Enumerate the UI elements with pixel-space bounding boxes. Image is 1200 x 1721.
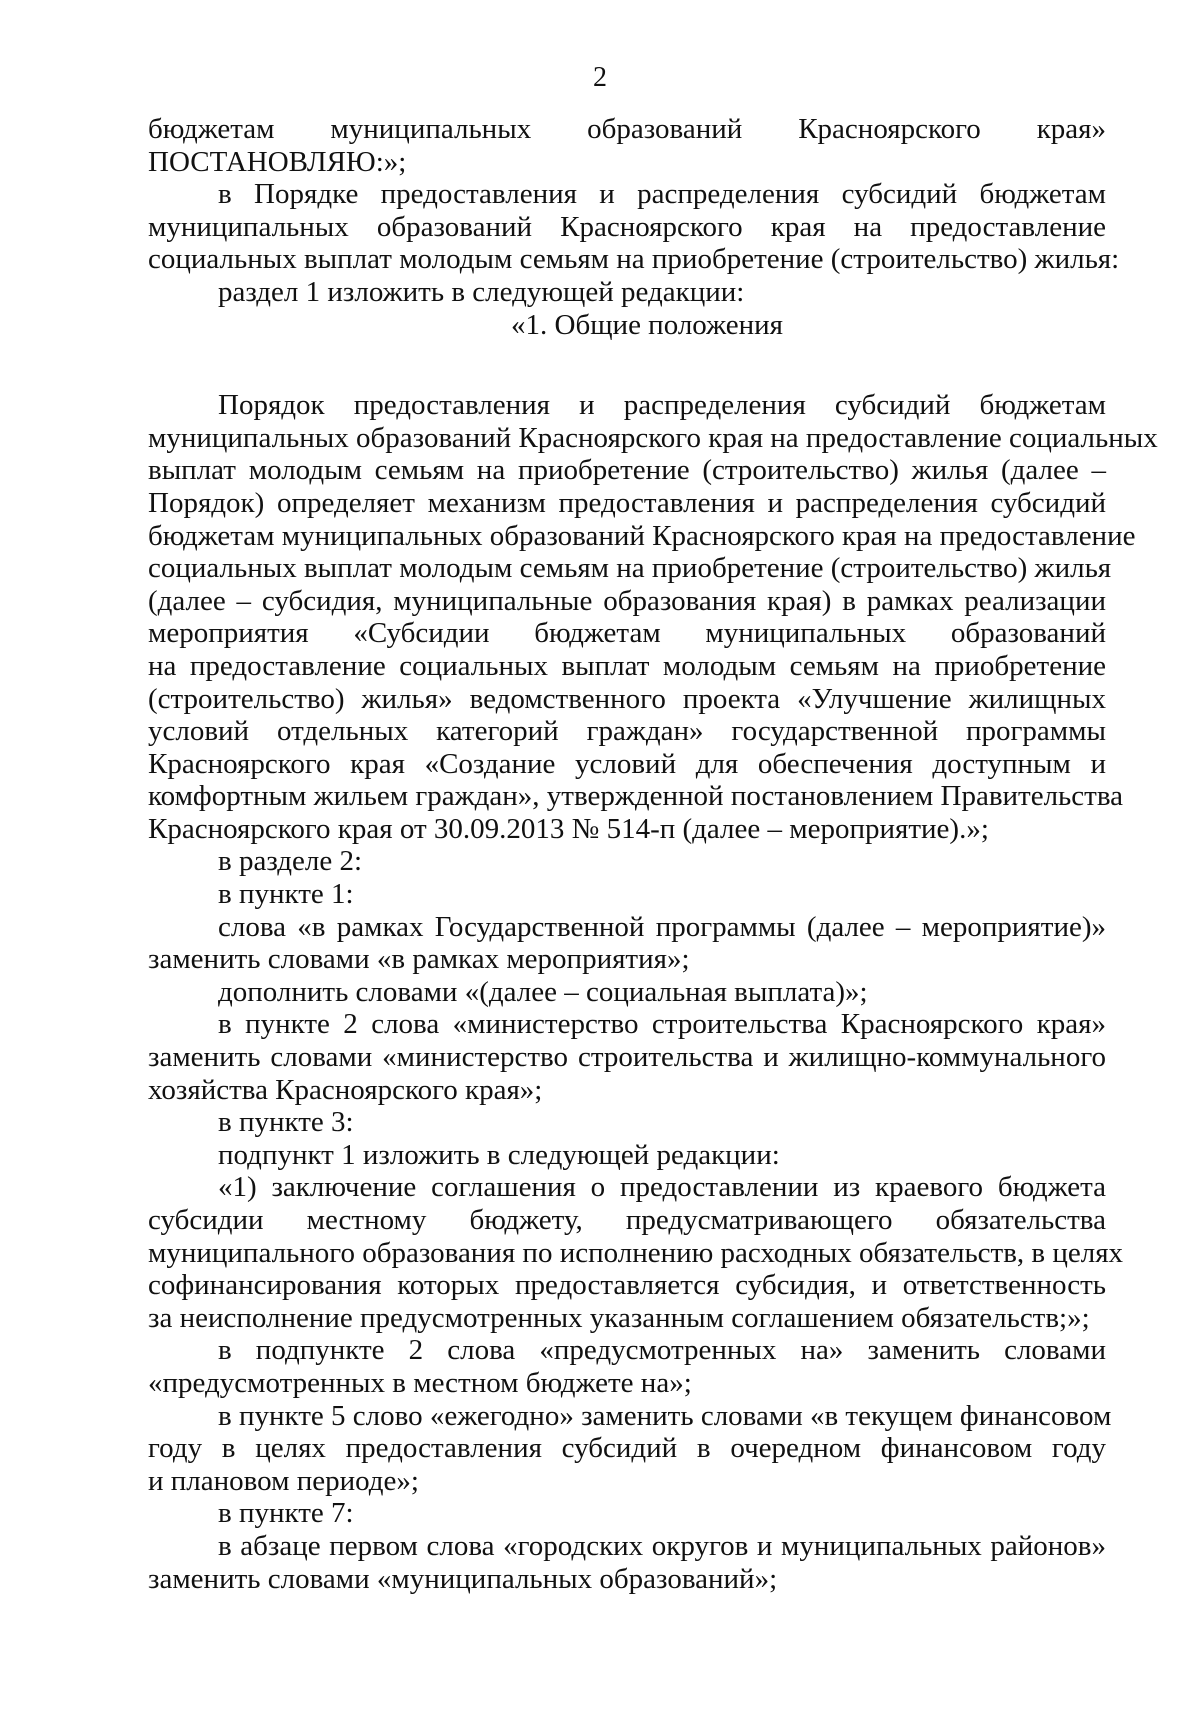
text-line: «предусмотренных в местном бюджете на»; (148, 1366, 692, 1399)
text-line: «1) заключение соглашения о предоставлении из краевого бюджета (218, 1171, 1106, 1204)
text-line: в разделе 2: (218, 845, 363, 878)
text-line: в пункте 7: (218, 1497, 354, 1530)
text-line: бюджетам муниципальных образований Красноярского края на предоставление (148, 519, 1136, 552)
text-line: муниципальных образований Красноярского края на предоставление (148, 210, 1106, 243)
text-line: социальных выплат молодым семьям на приобретение (строительство) жилья: (148, 243, 1120, 276)
text-line: заменить словами «муниципальных образований»; (148, 1562, 778, 1595)
text-line: в пункте 2 слова «министерство строительства Красноярского края» (218, 1008, 1106, 1041)
text-line: социальных выплат молодым семьям на приобретение (строительство) жилья (148, 552, 1112, 585)
text-line: в пункте 5 слово «ежегодно» заменить словами «в текущем финансовом (218, 1399, 1112, 1432)
paragraph-gap (148, 341, 1106, 389)
text-line: (строительство) жилья» ведомственного проекта «Улучшение жилищных (148, 682, 1106, 715)
text-line: (далее – субсидия, муниципальные образования края) в рамках реализации (148, 584, 1106, 617)
text-line: за неисполнение предусмотренных указанным соглашением обязательств;»; (148, 1301, 1090, 1334)
page-number: 2 (593, 62, 607, 93)
text-line: субсидии местному бюджету, предусматривающего обязательства (148, 1204, 1106, 1236)
text-line: заменить словами «в рамках мероприятия»; (148, 943, 690, 976)
text-line: муниципальных образований Красноярского края на предоставление социальных (148, 421, 1158, 454)
text-line: в абзаце первом слова «городских округов и муниципальных районов» (218, 1529, 1106, 1562)
text-line: муниципального образования по исполнению расходных обязательств, в целях (148, 1236, 1124, 1269)
text-line: выплат молодым семьям на приобретение (строительство) жилья (далее – (148, 454, 1106, 487)
text-line: Порядок) определяет механизм предоставления и распределения субсидий (148, 486, 1106, 519)
text-line: комфортным жильем граждан», утвержденной постановлением Правительства (148, 780, 1124, 813)
text-line: подпункт 1 изложить в следующей редакции: (218, 1138, 780, 1171)
text-line: софинансирования которых предоставляется субсидия, и ответственность (148, 1269, 1106, 1302)
text-line: Красноярского края «Создание условий для обеспечения доступным и (148, 747, 1106, 780)
text-line: хозяйства Красноярского края»; (148, 1073, 543, 1106)
text-line: Порядок предоставления и распределения субсидий бюджетам (218, 389, 1106, 422)
text-line: дополнить словами «(далее – социальная выплата)»; (218, 975, 868, 1008)
text-line: году в целях предоставления субсидий в очередном финансовом году (148, 1432, 1106, 1465)
text-line: в Порядке предоставления и распределения субсидий бюджетам (218, 178, 1106, 211)
text-line: мероприятия «Субсидии бюджетам муниципальных образований (148, 617, 1106, 650)
text-line: раздел 1 изложить в следующей редакции: (218, 275, 745, 308)
text-line: заменить словами «министерство строительства и жилищно-коммунального (148, 1041, 1106, 1074)
text-line: условий отдельных категорий граждан» государственной программы (148, 715, 1106, 748)
section-heading: «1. Общие положения (511, 308, 783, 341)
text-line: Красноярского края от 30.09.2013 № 514-п (далее – мероприятие).»; (148, 812, 989, 845)
text-line: бюджетам муниципальных образований Красноярского края» (148, 113, 1106, 145)
text-line: на предоставление социальных выплат молодым семьям на приобретение (148, 649, 1106, 682)
text-line: ПОСТАНОВЛЯЮ:»; (148, 145, 407, 178)
text-line: в подпункте 2 слова «предусмотренных на» заменить словами (218, 1334, 1106, 1367)
document-body (148, 113, 1158, 1595)
text-line: в пункте 3: (218, 1106, 354, 1139)
text-line: и плановом периоде»; (148, 1464, 419, 1497)
text-line: в пункте 1: (218, 878, 354, 911)
text-line: слова «в рамках Государственной программы (далее – мероприятие)» (218, 910, 1106, 943)
